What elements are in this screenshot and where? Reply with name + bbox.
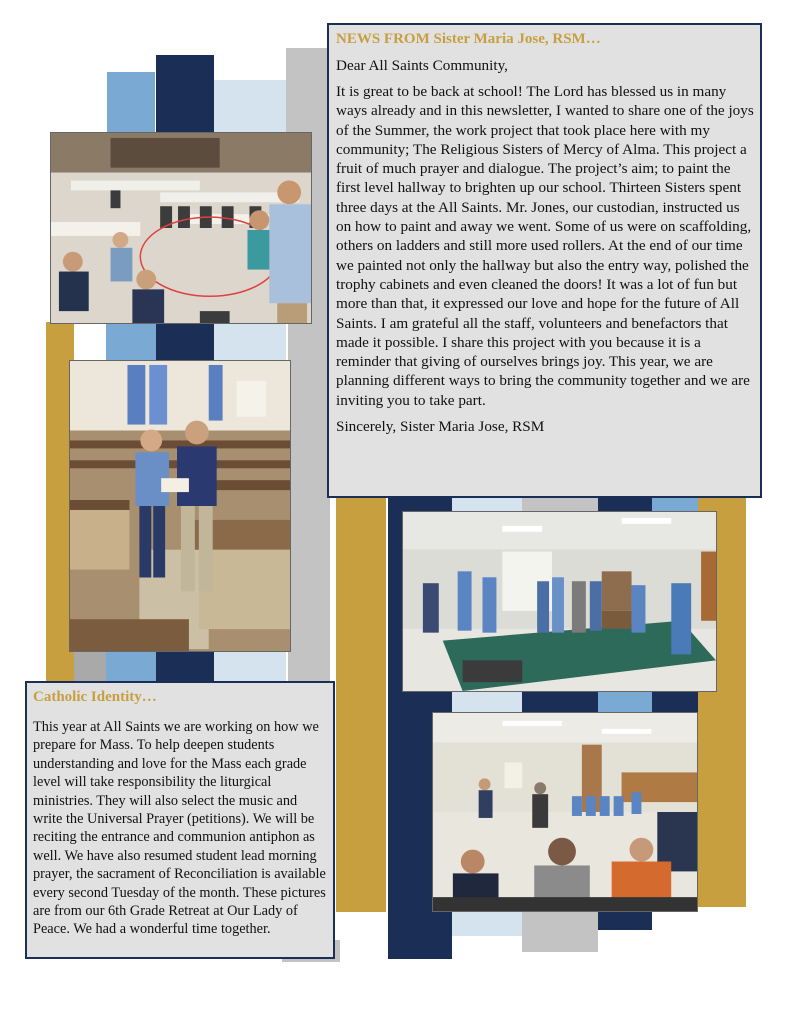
decor-block — [156, 55, 214, 132]
decor-block — [286, 48, 328, 132]
decor-block — [156, 652, 214, 682]
photo-students-circle — [432, 712, 698, 912]
decor-block — [598, 912, 652, 930]
decor-block — [106, 652, 156, 682]
photo-students-church — [69, 360, 291, 652]
news-heading: NEWS FROM Sister Maria Jose, RSM… — [336, 31, 601, 47]
decor-block — [106, 322, 156, 360]
decor-block — [452, 692, 522, 712]
photo-students-hall — [50, 132, 312, 324]
catholic-identity-box — [25, 681, 335, 959]
decor-block — [522, 912, 598, 952]
decor-block — [522, 497, 598, 511]
catholic-identity-body: This year at All Saints we are working on how we prepare for Mass. To help deepen students understanding and love for the Mass each grade level will take responsibility the liturgical ministries. They will also select the music and write the Universal Prayer (petitions). We will be reciting the entrance and communion antiphon as well. We have also resumed student lead morning prayer, the sacrament of Reconciliation is available every second Tuesday of the month. These pictures are from our 6th Grade Retreat at Our Lady of Peace. We had a wonderful time together. — [33, 719, 326, 938]
decor-block — [214, 80, 286, 132]
decor-block — [652, 497, 698, 511]
decor-block — [214, 322, 286, 360]
news-greeting: Dear All Saints Community, — [336, 57, 508, 74]
decor-block — [598, 692, 652, 712]
decor-block — [598, 497, 652, 511]
decor-block — [156, 322, 214, 360]
photo-students-standing — [402, 511, 717, 692]
decor-block — [107, 72, 155, 132]
decor-block — [336, 497, 386, 912]
decor-block — [452, 497, 522, 511]
decor-block — [652, 692, 698, 712]
catholic-identity-heading: Catholic Identity… — [33, 689, 157, 705]
decor-block — [214, 652, 286, 682]
news-body: It is great to be back at school! The Lord has blessed us in many ways already and in this newsletter, I wanted to share one of the joys of the Summer, the work project that took place here with my community; The Religious Sisters of Mercy of Alma. This project a fruit of much prayer and dialogue. The project’s aim; to paint the first level hallway to brighten up our school. Thirteen Sisters spent three days at the All Saints. Mr. Jones, our custodian, instructed us on how to paint and away we went. Some of us were on scaffolding, others on ladders and still more used rollers. At the end of our time we painted not only the hallway but also the entry way, polished the trophy cabinets and even cleaned the doors! It was a lot of fun but more than that, it expressed our love and hope for the future of All Saints. I am grateful all the staff, volunteers and benefactors that made it possible. I share this project with you because it is a reminder that giving of ourselves brings joy. This year, we are planning different ways to bring the community together and we are inviting you to take part. — [336, 83, 754, 409]
news-closing: Sincerely, Sister Maria Jose, RSM — [336, 418, 545, 436]
decor-block — [522, 692, 598, 712]
decor-block — [74, 652, 108, 682]
news-box — [327, 23, 762, 498]
decor-block — [452, 912, 522, 936]
